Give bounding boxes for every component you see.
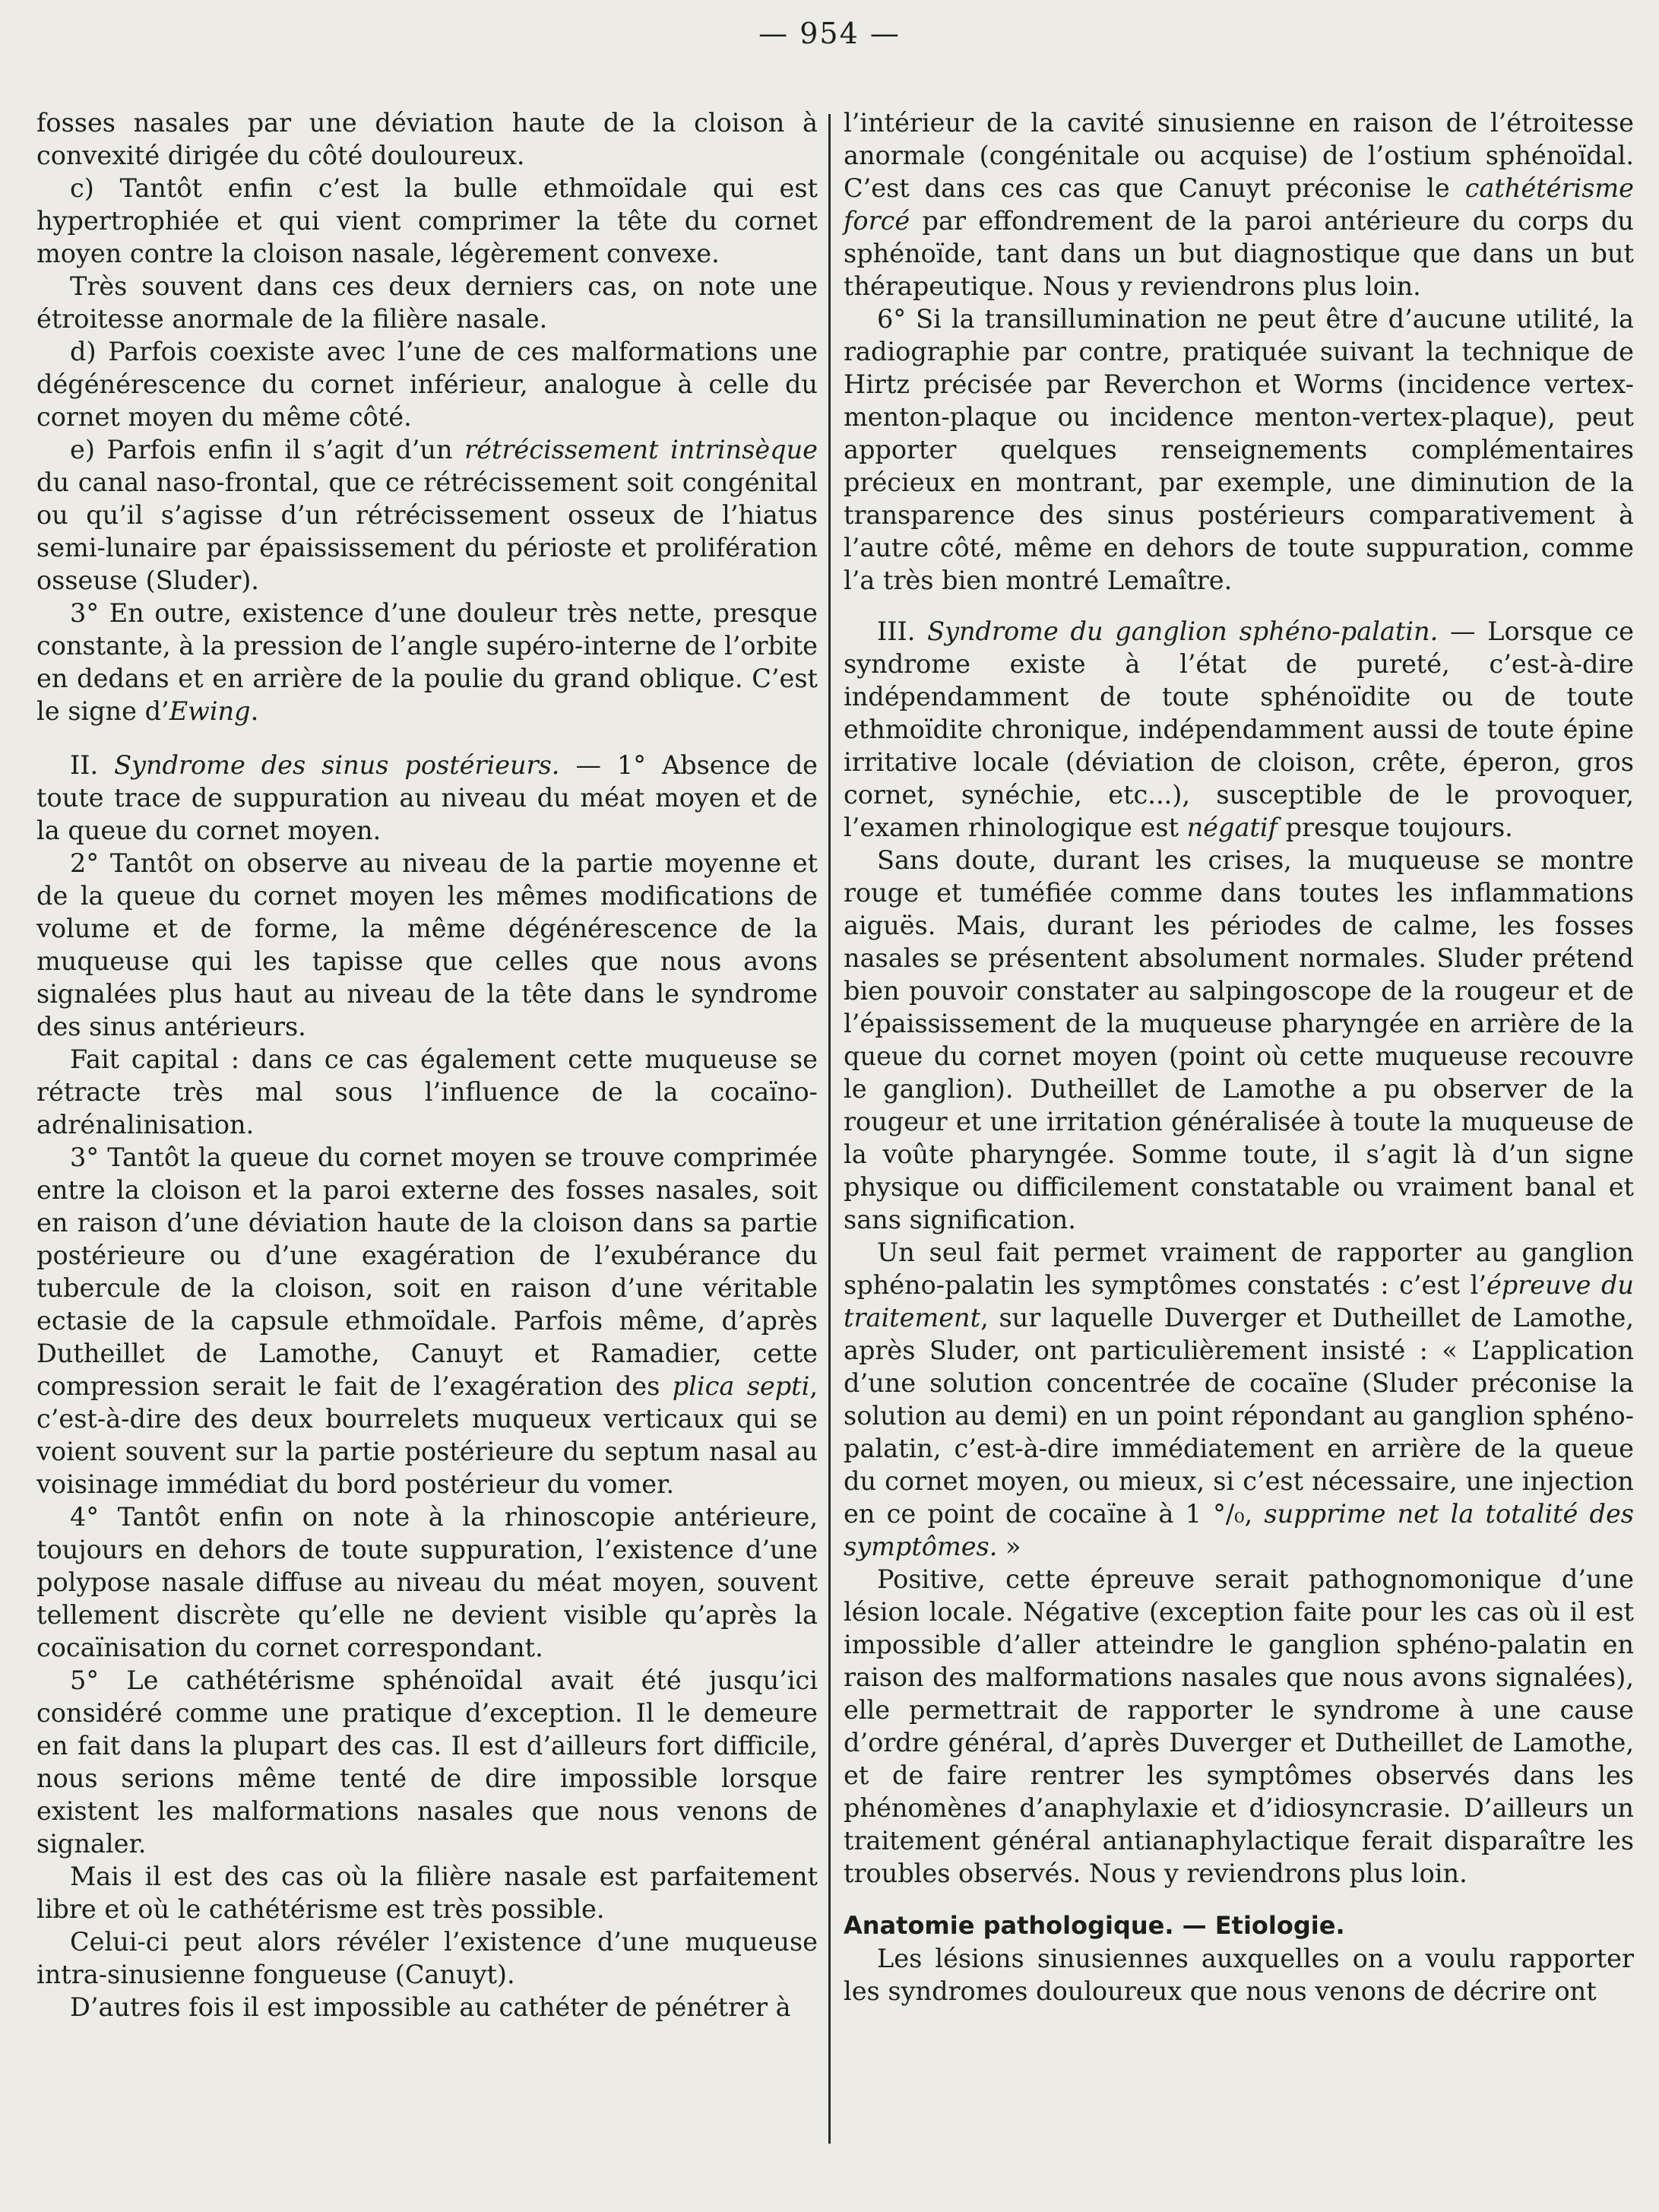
paragraph: D’autres fois il est impossible au cathéter de pénétrer à xyxy=(70,1992,791,2022)
paragraph: 4° Tantôt enfin on note à la rhinoscopie antérieure, toujours en dehors de toute suppuration, l’existence d’une polypose nasale diffuse au niveau du méat moyen, souvent tellement discrète qu’elle ne devient visible qu’après la cocaïnisation du cornet correspondant. xyxy=(36,1502,818,1662)
paragraph: e) Parfois enfin il s’agit d’un rétrécissement intrinsèque du canal naso-frontal, que ce rétrécissement soit congénital ou qu’il s’agisse d’un rétrécissement osseux de l’hiatus semi-lunaire par épaississement du périoste et prolifération osseuse (Sluder). xyxy=(36,435,818,595)
paragraph: Un seul fait permet vraiment de rapporter au ganglion sphéno-palatin les symptômes constatés : c’est l’épreuve du traitement, sur laquelle Duverger et Dutheillet de Lamothe, après Sluder, ont particulièrement insisté : « L’application d’une solution concentrée de cocaïne (Sluder préconise la solution au demi) en un point répondant au ganglion sphéno-palatin, c’est-à-dire immédiatement en arrière de la queue du cornet moyen, ou mieux, si c’est nécessaire, une injection en ce point de cocaïne à 1 °/₀, supprime net la totalité des symptômes. » xyxy=(844,1238,1634,1561)
paragraph: Sans doute, durant les crises, la muqueuse se montre rouge et tuméfiée comme dans toutes les inflammations aiguës. Mais, durant les périodes de calme, les fosses nasales se présentent absolument normales. Sluder prétend bien pouvoir constater au salpingoscope de la rougeur et de l’épaississement de la muqueuse pharyngée en arrière de la queue du cornet moyen (point où cette muqueuse recouvre le ganglion). Dutheillet de Lamothe a pu observer de la rougeur et une irritation généralisée à toute la muqueuse de la voûte pharyngée. Somme toute, il s’agit là d’un signe physique ou difficilement constatable ou vraiment banal et sans signification. xyxy=(844,845,1634,1234)
section-heading-syndrome-posterieurs: II. Syndrome des sinus postérieurs. — 1° Absence de toute trace de suppuration au niveau du méat moyen et de la queue du cornet moyen. xyxy=(36,750,818,845)
paragraph: 6° Si la transillumination ne peut être d’aucune utilité, la radiographie par contre, pratiquée suivant la technique de Hirtz précisée par Reverchon et Worms (incidence vertex-menton-plaque ou incidence menton-vertex-plaque), peut apporter quelques renseignements complémentaires précieux en montrant, par exemple, une diminution de la transparence des sinus postérieurs comparativement à l’autre côté, même en dehors de toute suppuration, comme l’a très bien montré Lemaître. xyxy=(844,304,1634,595)
paragraph: 3° En outre, existence d’une douleur très nette, presque constante, à la pression de l’angle supéro-interne de l’orbite en dedans et en arrière de la poulie du grand oblique. C’est le signe d’Ewing. xyxy=(36,598,818,726)
paragraph: l’intérieur de la cavité sinusienne en raison de l’étroitesse anormale (congénitale ou acquise) de l’ostium sphénoïdal. C’est dans ces cas que Canuyt préconise le cathétérisme forcé par effondrement de la paroi antérieure du corps du sphénoïde, tant dans un but diagnostique que dans un but thérapeutique. Nous y reviendrons plus loin. xyxy=(844,108,1634,301)
paragraph: Celui-ci peut alors révéler l’existence d’une muqueuse intra-sinusienne fongueuse (Canuyt). xyxy=(36,1927,818,1989)
section-heading-syndrome-ganglion: III. Syndrome du ganglion sphéno-palatin. — Lorsque ce syndrome existe à l’état de pureté, c’est-à-dire indépendamment de toute sphénoïdite ou de toute ethmoïdite chronique, indépendamment aussi de toute épine irritative locale (déviation de cloison, crête, éperon, gros cornet, synéchie, etc...), susceptible de le provoquer, l’examen rhinologique est négatif presque toujours. xyxy=(844,616,1634,842)
paragraph: 2° Tantôt on observe au niveau de la partie moyenne et de la queue du cornet moyen les mêmes modifications de volume et de forme, la même dégénérescence de la muqueuse qui les tapisse que celles que nous avons signalées plus haut au niveau de la tête dans le syndrome des sinus antérieurs. xyxy=(36,848,818,1041)
paragraph: Positive, cette épreuve serait pathognomonique d’une lésion locale. Négative (exception faite pour les cas où il est impossible d’aller atteindre le ganglion sphéno-palatin en raison des malformations nasales que nous avons signalées), elle permettrait de rapporter le syndrome à une cause d’ordre général, d’après Duverger et Dutheillet de Lamothe, et de faire rentrer les symptômes observés dans les phénomènes d’anaphylaxie et d’idiosyncrasie. D’ailleurs un traitement général antianaphylactique ferait disparaître les troubles observés. Nous y reviendrons plus loin. xyxy=(844,1564,1634,1888)
paragraph: c) Tantôt enfin c’est la bulle ethmoïdale qui est hypertrophiée et qui vient comprimer la tête du cornet moyen contre la cloison nasale, légèrement convexe. xyxy=(36,173,818,268)
paragraph: d) Parfois coexiste avec l’une de ces malformations une dégénérescence du cornet inférieur, analogue à celle du cornet moyen du même côté. xyxy=(36,337,818,432)
paragraph: 3° Tantôt la queue du cornet moyen se trouve comprimée entre la cloison et la paroi externe des fosses nasales, soit en raison d’une déviation haute de la cloison dans sa partie postérieure ou d’une exagération de l’exubérance du tubercule de la cloison, soit en raison d’une véritable ectasie de la capsule ethmoïdale. Parfois même, d’après Dutheillet de Lamothe, Canuyt et Ramadier, cette compression serait le fait de l’exagération des plica septi, c’est-à-dire des deux bourrelets muqueux verticaux qui se voient souvent sur la partie postérieure du septum nasal au voisinage immédiat du bord postérieur du vomer. xyxy=(36,1142,818,1499)
paragraph: Mais il est des cas où la filière nasale est parfaitement libre et où le cathétérisme est très possible. xyxy=(36,1862,818,1924)
paragraph: 5° Le cathétérisme sphénoïdal avait été jusqu’ici considéré comme une pratique d’exception. Il le demeure en fait dans la plupart des cas. Il est d’ailleurs fort difficile, nous serions même tenté de dire impossible lorsque existent les malformations nasales que nous venons de signaler. xyxy=(36,1665,818,1859)
paragraph: Les lésions sinusiennes auxquelles on a voulu rapporter les syndromes douloureux que nous venons de décrire ont xyxy=(844,1944,1634,2006)
right-column xyxy=(844,106,1634,2182)
column-divider xyxy=(828,114,831,2144)
page-number: — 954 — xyxy=(758,17,901,50)
paragraph: Très souvent dans ces deux derniers cas, on note une étroitesse anormale de la filière nasale. xyxy=(36,271,818,334)
paragraph: Fait capital : dans ce cas également cette muqueuse se rétracte très mal sous l’influence de la cocaïno-adrénalinisation. xyxy=(36,1044,818,1139)
paragraph: fosses nasales par une déviation haute de la cloison à convexité dirigée du côté douloureux. xyxy=(36,108,818,170)
left-column xyxy=(36,106,818,2182)
section-heading-anatomie: Anatomie pathologique. — Etiologie. xyxy=(844,1911,1345,1940)
